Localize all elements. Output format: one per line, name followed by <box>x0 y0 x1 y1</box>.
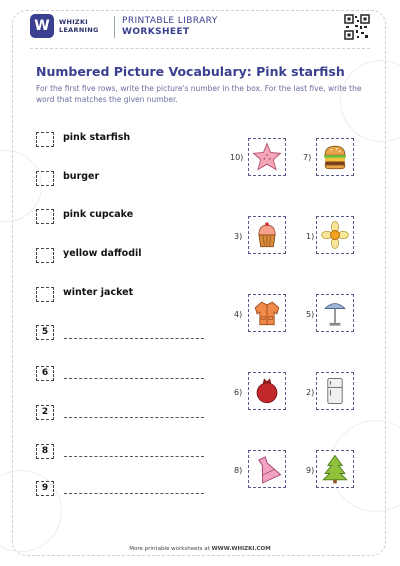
logo-line1: WHIZKI <box>59 18 88 26</box>
number-box: 6 <box>36 366 54 381</box>
vocab-word: pink cupcake <box>63 209 134 220</box>
write-line[interactable] <box>64 493 204 494</box>
picture-number: 3) <box>234 232 243 241</box>
picture-box <box>248 372 286 410</box>
header-title-line2: WORKSHEET <box>122 27 190 37</box>
header-title-line1: PRINTABLE LIBRARY <box>122 16 218 26</box>
qr-code-icon <box>344 14 370 40</box>
picture-box <box>316 294 354 332</box>
write-line[interactable] <box>64 338 204 339</box>
picture-box <box>248 216 286 254</box>
footer <box>0 546 400 552</box>
picture-number: 4) <box>234 310 243 319</box>
vocab-word: pink starfish <box>63 132 131 143</box>
write-line[interactable] <box>64 378 204 379</box>
logo <box>30 14 99 38</box>
write-line[interactable] <box>64 456 204 457</box>
fridge-icon <box>317 373 353 409</box>
write-line[interactable] <box>64 417 204 418</box>
instructions: For the first five rows, write the picture's number in the box. For the last five, write the word that matches the given number. <box>36 84 362 104</box>
pomegranate-icon <box>249 373 285 409</box>
logo-line2: LEARNING <box>59 26 99 34</box>
picture-box <box>316 372 354 410</box>
answer-box[interactable] <box>36 132 54 147</box>
number-box: 5 <box>36 325 54 340</box>
picture-number: 6) <box>234 388 243 397</box>
vocab-word: burger <box>63 171 100 182</box>
picture-box <box>248 450 286 488</box>
answer-box[interactable] <box>36 209 54 224</box>
picture-box <box>248 294 286 332</box>
lamp-icon <box>317 295 353 331</box>
answer-box[interactable] <box>36 287 54 302</box>
vocab-word: winter jacket <box>63 287 134 298</box>
tree-icon <box>317 451 353 487</box>
picture-number: 1) <box>306 232 315 241</box>
worksheet-title: Numbered Picture Vocabulary: Pink starfish <box>36 64 345 79</box>
starfish-icon <box>249 139 285 175</box>
answer-box[interactable] <box>36 248 54 263</box>
picture-number: 9) <box>306 466 315 475</box>
number-box: 2 <box>36 405 54 420</box>
cupcake-icon <box>249 217 285 253</box>
footer-link[interactable]: WWW.WHIZKI.COM <box>211 546 271 552</box>
daffodil-icon <box>317 217 353 253</box>
number-box: 8 <box>36 444 54 459</box>
picture-number: 10) <box>230 153 244 162</box>
answer-box[interactable] <box>36 171 54 186</box>
picture-number: 5) <box>306 310 315 319</box>
jacket-icon <box>249 295 285 331</box>
header-title <box>122 16 218 38</box>
picture-number: 8) <box>234 466 243 475</box>
picture-number: 7) <box>303 153 312 162</box>
header-rule <box>30 48 370 49</box>
picture-box <box>248 138 286 176</box>
burger-icon <box>317 139 353 175</box>
number-box: 9 <box>36 481 54 496</box>
picture-box <box>316 450 354 488</box>
header <box>30 14 370 46</box>
picture-number: 2) <box>306 388 315 397</box>
vocab-word: yellow daffodil <box>63 248 142 259</box>
header-divider <box>114 16 115 38</box>
logo-mark: W <box>30 14 54 38</box>
picture-box <box>316 138 354 176</box>
picture-box <box>316 216 354 254</box>
footer-text: More printable worksheets at <box>129 546 210 552</box>
dress-icon <box>249 451 285 487</box>
